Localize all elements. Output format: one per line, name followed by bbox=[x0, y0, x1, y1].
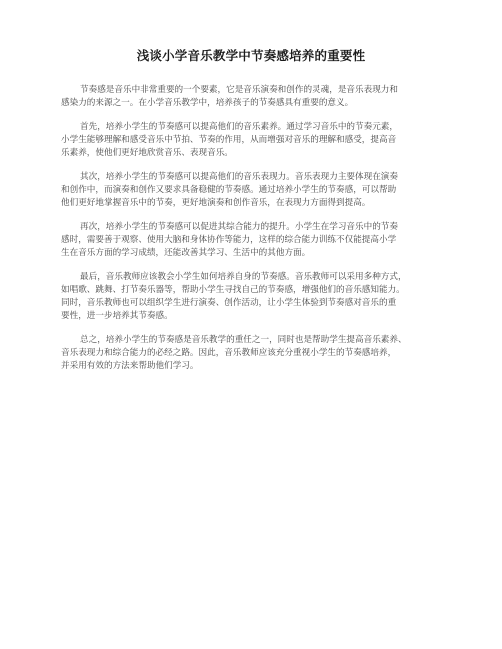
paragraph-line: 感时，需要善于观察、使用大脑和身体协作等能力，这样的综合能力训练不仅能提高小学 bbox=[61, 235, 397, 245]
paragraph-line: 乐素养，使他们更好地欣赏音乐、表现音乐。 bbox=[61, 148, 233, 158]
paragraph-line: 并采用有效的方法来帮助他们学习。 bbox=[61, 361, 199, 371]
document-title: 浅谈小学音乐教学中节奏感培养的重要性 bbox=[136, 48, 366, 63]
paragraph-3 bbox=[61, 171, 442, 210]
paragraph-line: 他们更好地掌握音乐中的节奏，更好地演奏和创作音乐，在表现力方面得到提高。 bbox=[61, 198, 371, 208]
paragraph-line: 如唱歌、跳舞、打节奏乐器等，帮助小学生寻找自己的节奏感，增强他们的音乐感知能力。 bbox=[61, 285, 405, 295]
paragraph-line: 总之，培养小学生的节奏感是音乐教学的重任之一，同时也是帮助学生提高音乐素养、 bbox=[80, 335, 407, 345]
paragraph-line: 要性，进一步培养其节奏感。 bbox=[61, 311, 173, 321]
paragraph-6 bbox=[61, 334, 442, 373]
paragraph-line: 音乐表现力和综合能力的必经之路。因此，音乐教师应该充分重视小学生的节奏感培养， bbox=[61, 348, 397, 358]
paragraph-5 bbox=[61, 271, 442, 323]
paragraph-4 bbox=[61, 221, 442, 260]
paragraph-line: 再次，培养小学生的节奏感可以促进其综合能力的提升。小学生在学习音乐中的节奏 bbox=[80, 222, 398, 232]
paragraph-line: 感染力的来源之一。在小学音乐教学中，培养孩子的节奏感具有重要的意义。 bbox=[61, 98, 354, 108]
paragraph-line: 最后，音乐教师应该教会小学生如何培养自身的节奏感。音乐教师可以采用多种方式， bbox=[80, 272, 407, 282]
paragraph-line: 节奏感是音乐中非常重要的一个要素，它是音乐演奏和创作的灵魂，是音乐表现力和 bbox=[80, 85, 398, 95]
paragraph-line: 小学生能够理解和感受音乐中节拍、节奏的作用，从而增强对音乐的理解和感受，提高音 bbox=[61, 135, 397, 145]
document-body bbox=[61, 84, 442, 384]
paragraph-line: 其次，培养小学生的节奏感可以提高他们的音乐表现力。音乐表现力主要体现在演奏 bbox=[80, 172, 398, 182]
paragraph-line: 首先，培养小学生的节奏感可以提高他们的音乐素养。通过学习音乐中的节奏元素， bbox=[80, 122, 398, 132]
paragraph-2 bbox=[61, 121, 442, 160]
paragraph-line: 同时，音乐教师也可以组织学生进行演奏、创作活动，让小学生体验到节奏感对音乐的重 bbox=[61, 298, 397, 308]
paragraph-1 bbox=[61, 84, 442, 110]
paragraph-line: 和创作中，而演奏和创作又要求具备稳健的节奏感。通过培养小学生的节奏感，可以帮助 bbox=[61, 185, 397, 195]
paragraph-line: 生在音乐方面的学习成绩，还能改善其学习、生活中的其他方面。 bbox=[61, 248, 311, 258]
